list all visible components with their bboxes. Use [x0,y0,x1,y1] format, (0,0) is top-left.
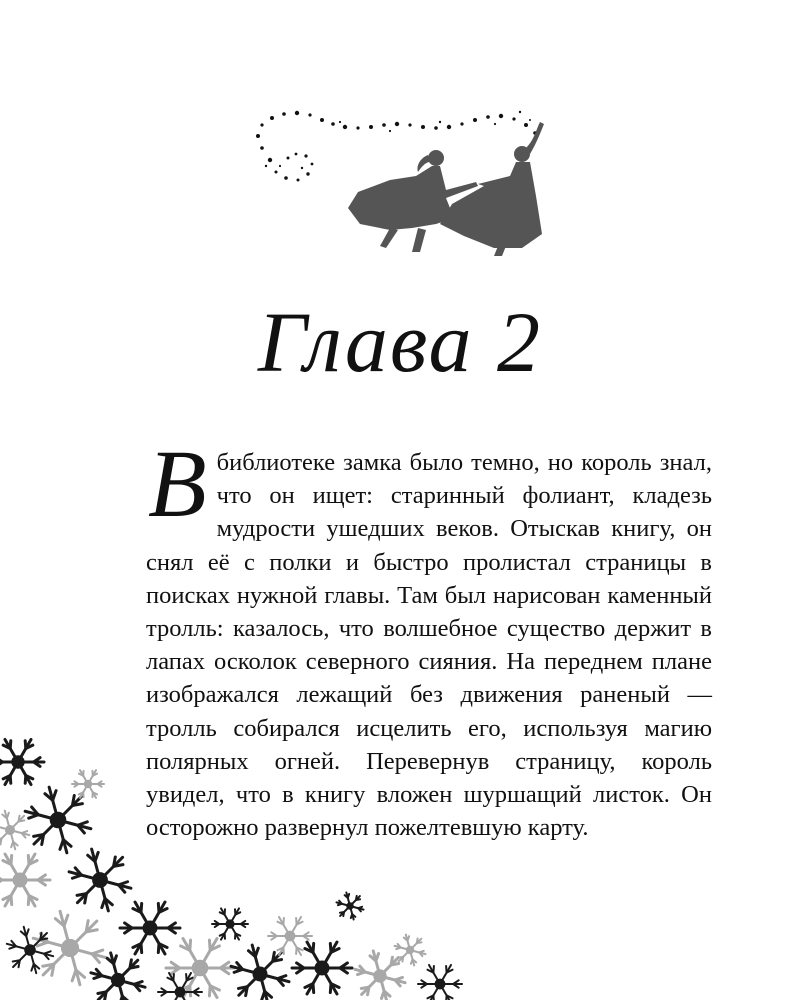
dancing-silhouette-icon [240,100,560,260]
chapter-text: библиотеке замка было темно, но король знал, что он ищет: старинный фолиант, кладезь мудрости ушедших веков. Отыскав книгу, он снял её с полки и быстро пролистал страницы в поисках нужной главы. Там был нарисован каменный тролль: казалось, что волшебное существо держит в лапах осколок северного сияния. На переднем плане изображался лежащий без движения раненый — тролль собирался исцелить его, используя магию полярных огней. Перевернув страницу, король увидел, что в книгу вложен шуршащий листок. Он осторожно развернул пожелтевшую карту. [146,449,712,841]
snowflake-icon [395,935,426,966]
snowflake-icon [418,965,462,1000]
snowflake-icon [69,849,131,911]
drop-cap: В [148,448,207,518]
dancing-sisters-illustration [240,100,560,260]
snowflake-icon [120,902,180,954]
snowflake-icon [212,908,248,939]
sparkle-trail [256,111,537,182]
snowflake-icon [72,770,104,798]
snowflake-icon [0,811,29,850]
chapter-title: Глава 2 [0,292,800,392]
snowflake-icon [0,854,50,906]
snowflake-cluster-icon [0,710,470,1000]
snowflake-icon [0,739,44,784]
snowflake-icon [355,951,405,1000]
snowflake-icon [336,892,363,919]
snowflake-decoration [0,710,470,1000]
